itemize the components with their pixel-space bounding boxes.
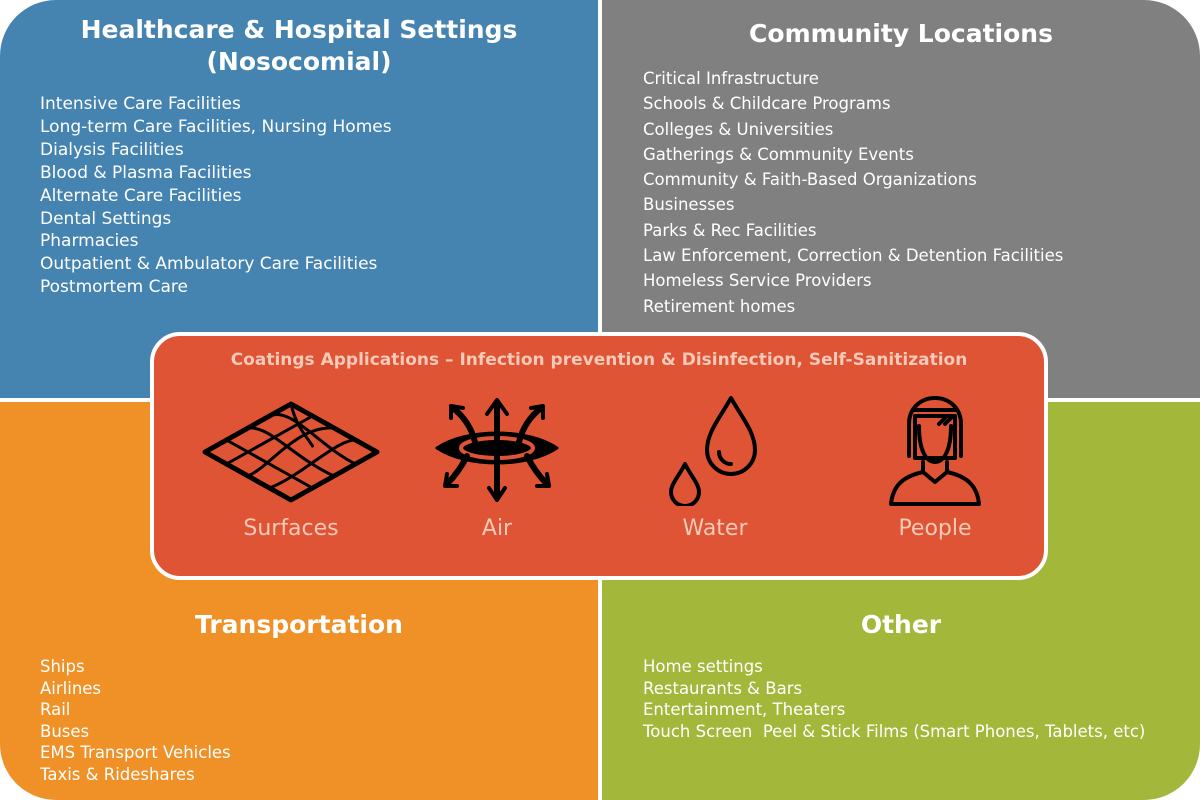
surface-mesh-icon [201, 396, 381, 506]
air-label: Air [481, 516, 513, 541]
healthcare-title [0, 14, 598, 78]
people-label: People [898, 516, 972, 541]
list-item: Community & Faith-Based Organizations [643, 170, 977, 190]
transportation-list [40, 656, 231, 786]
water-drops-icon [645, 396, 785, 506]
list-item: Law Enforcement, Correction & Detention Facilities [643, 246, 1064, 266]
list-item: Parks & Rec Facilities [643, 220, 817, 240]
application-air [402, 396, 592, 541]
application-people [840, 396, 1030, 541]
list-item: EMS Transport Vehicles [40, 743, 231, 763]
surfaces-label: Surfaces [243, 516, 339, 541]
list-item: Colleges & Universities [643, 119, 834, 139]
list-item: Intensive Care Facilities [40, 94, 241, 114]
air-flow-icon [427, 396, 567, 506]
coatings-applications-title: Coatings Applications – Infection prevention & Disinfection, Self-Sanitization [230, 350, 968, 370]
list-item: Critical Infrastructure [643, 69, 819, 88]
application-water [620, 396, 810, 541]
list-item: Blood & Plasma Facilities [40, 162, 252, 183]
list-item: Entertainment, Theaters [643, 700, 846, 720]
list-item: Pharmacies [40, 231, 139, 252]
list-item: Outpatient & Ambulatory Care Facilities [40, 254, 378, 275]
healthcare-title-line2: (Nosocomial) [206, 47, 392, 76]
healthcare-list [40, 93, 392, 299]
transportation-title: Transportation [195, 610, 403, 639]
list-item: Gatherings & Community Events [643, 144, 914, 164]
list-item: Dialysis Facilities [40, 139, 184, 160]
community-list [643, 66, 1063, 319]
coatings-applications-panel [150, 332, 1048, 580]
water-label: Water [682, 516, 748, 541]
community-title: Community Locations [749, 19, 1053, 48]
list-item: Homeless Service Providers [643, 271, 872, 291]
healthcare-title-line1: Healthcare & Hospital Settings [80, 15, 518, 44]
list-item: Buses [40, 721, 90, 741]
list-item: Long-term Care Facilities, Nursing Homes [40, 116, 392, 137]
list-item: Businesses [643, 195, 735, 215]
list-item: Restaurants & Bars [643, 678, 803, 698]
list-item: Postmortem Care [40, 277, 188, 298]
list-item: Alternate Care Facilities [40, 185, 242, 206]
list-item: Rail [40, 700, 71, 720]
list-item: Home settings [643, 657, 763, 676]
list-item: Dental Settings [40, 208, 172, 229]
list-item: Taxis & Rideshares [40, 764, 195, 784]
other-list [643, 656, 1145, 742]
list-item: Touch Screen Peel & Stick Films (Smart Phones, Tablets, etc) [643, 721, 1146, 741]
other-title: Other [860, 610, 942, 639]
application-surfaces [196, 396, 386, 541]
list-item: Schools & Childcare Programs [643, 94, 891, 114]
list-item: Airlines [40, 678, 102, 698]
person-face-shield-icon [865, 396, 1005, 506]
list-item: Ships [40, 657, 85, 676]
list-item: Retirement homes [643, 296, 796, 316]
